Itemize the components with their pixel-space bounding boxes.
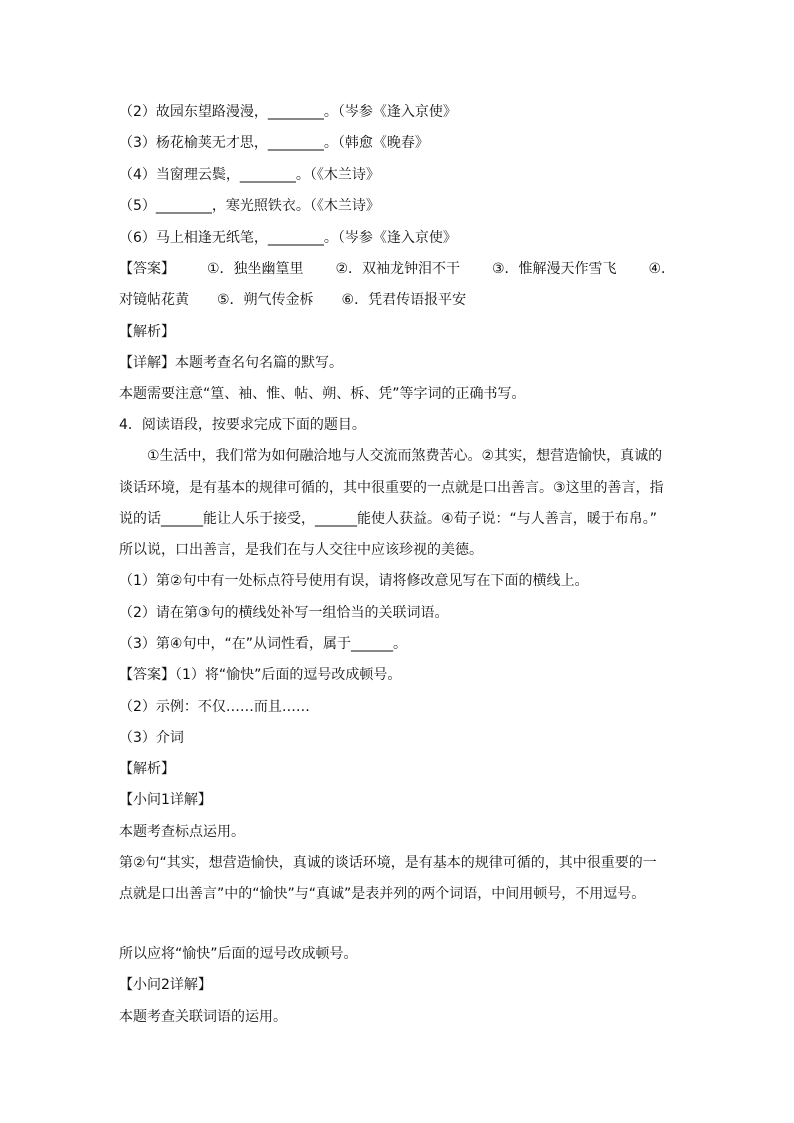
text-line: （2）故园东望路漫漫，________。（岑参《逢入京使》 — [119, 104, 457, 120]
answer-item: ②．双袖龙钟泪不干 — [335, 261, 460, 277]
answer-line: （3）介词 — [119, 730, 184, 746]
text-line: 点就是口出善言”中的“愉快”与“真诚”是表并列的两个词语，中间用顿号，不用逗号。 — [119, 886, 646, 902]
passage-line: ①生活中，我们常为如何融洽地与人交流而煞费苦心。②其实，想营造愉快，真诚的 — [147, 448, 663, 464]
text-line: 第②句“其实，想营造愉快，真诚的谈话环境，是有基本的规律可循的，其中很重要的一 — [119, 855, 657, 871]
sub-question: （3）第④句中，“在”从词性看，属于______。 — [119, 636, 407, 652]
sub-heading: 【小问1详解】 — [119, 792, 212, 808]
sub-heading: 【小问2详解】 — [119, 977, 212, 993]
text-line: （4）当窗理云鬓，________。（《木兰诗》 — [119, 167, 380, 183]
answer-line: （2）示例：不仅……而且…… — [119, 699, 310, 715]
answer-label: 【答案】 — [119, 261, 175, 277]
text-line: （6）马上相逢无纸笔，________。（岑参《逢入京使》 — [119, 230, 457, 246]
sub-question: （2）请在第③句的横线处补写一组恰当的关联词语。 — [119, 605, 449, 621]
question-title: 4．阅读语段，按要求完成下面的题目。 — [119, 417, 366, 433]
text-line: （5）________，寒光照铁衣。（《木兰诗》 — [119, 198, 380, 214]
answer-row — [119, 259, 675, 279]
answer-item: ③．惟解漫天作雪飞 — [491, 261, 617, 277]
section-heading: 【解析】 — [119, 761, 175, 777]
text-line: 本题考查关联词语的运用。 — [119, 1009, 287, 1025]
text-line: 所以应将“愉快”后面的逗号改成顿号。 — [119, 946, 358, 962]
answer-item: ①．独坐幽篁里 — [206, 261, 304, 277]
text-line: 本题考查标点运用。 — [119, 824, 245, 840]
passage-line: 所以说，口出善言，是我们在与人交往中应该珍视的美德。 — [119, 542, 483, 558]
passage-line: 说的话______能让人乐于接受，______能使人获益。④荀子说：“与人善言，暖于布帛。” — [119, 511, 658, 527]
text-line: 本题需要注意“篁、袖、惟、帖、朔、柝、凭”等字词的正确书写。 — [119, 386, 526, 402]
text-line: 对镜帖花黄 ⑤．朔气传金柝 ⑥．凭君传语报平安 — [119, 292, 467, 308]
sub-question: （1）第②句中有一处标点符号使用有误，请将修改意见写在下面的横线上。 — [119, 573, 589, 589]
passage-line: 谈话环境，是有基本的规律可循的，其中很重要的一点就是口出善言。③这里的善言，指 — [119, 480, 664, 496]
text-line: 【详解】本题考查名句名篇的默写。 — [119, 355, 343, 371]
section-heading: 【解析】 — [119, 324, 175, 340]
answer-line: 【答案】（1）将“愉快”后面的逗号改成顿号。 — [119, 667, 402, 683]
answer-item: ④． — [648, 261, 675, 277]
text-line: （3）杨花榆荚无才思，________。（韩愈《晚春》 — [119, 135, 429, 151]
